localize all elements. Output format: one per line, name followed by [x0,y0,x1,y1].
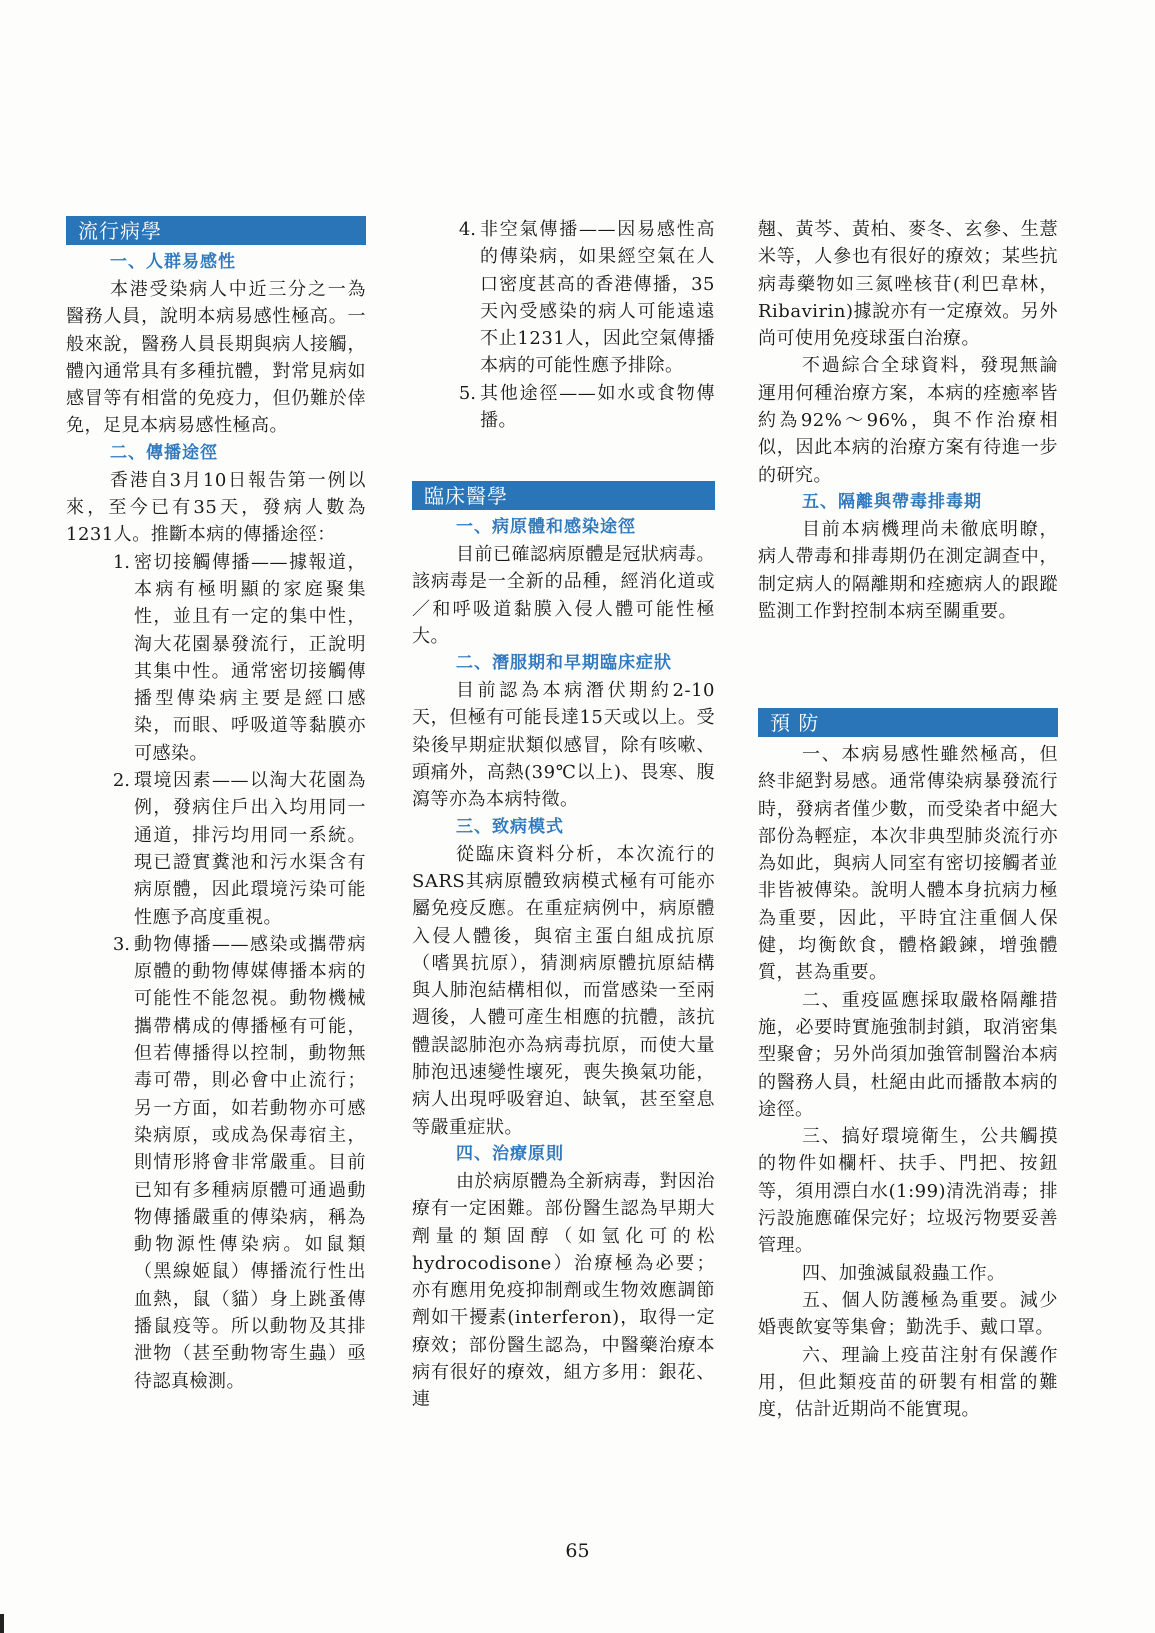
subheading-incubation: 二、潛服期和早期臨床症狀 [456,653,672,674]
scan-edge-mark [0,1614,4,1633]
list-item [452,216,715,380]
column-2-bottom [412,481,715,1414]
subheading-transmission: 二、傳播途徑 [110,442,218,463]
list-item [452,380,715,435]
list-text: 其他途徑——如水或食物傳播。 [480,382,715,432]
subheading-isolation: 五、隔離與帶毒排毒期 [802,491,982,512]
paragraph: 目前本病機理尚未徹底明瞭，病人帶毒和排毒期仍在測定調查中，制定病人的隔離期和痊癒病人的跟蹤監測工作對控制本病至關重要。 [758,518,1058,622]
paragraph: 目前認為本病潛伏期約2-10天，但極有可能長達15天或以上。受染後早期症狀類似感冒，除有咳嗽、頭痛外，高熱(39℃以上)、畏寒、腹瀉等亦為本病特徵。 [412,680,715,811]
list-number: 5. [458,382,476,404]
paragraph: 由於病原體為全新病毒，對因治療有一定困難。部份醫生認為早期大劑量的類固醇（如氫化可的松hydrocodisone）治療極為必要；亦有應用免疫抑制劑或生物效應調節劑如干擾素(interferon)，取得一定療效；部份醫生認為，中醫藥治療本病有很好的療效，組方多用：銀花、連 [412,1170,715,1411]
paragraph: 從臨床資料分析，本次流行的SARS其病原體致病模式極有可能亦屬免疫反應。在重症病例中，病原體入侵人體後，與宿主蛋白組成抗原（嗜異抗原），猜測病原體抗原結構與人肺泡結構相似，而當感染一至兩週後，人體可產生相應的抗體，該抗體誤認肺泡亦為病毒抗原，而使大量肺泡迅速變性壞死，喪失換氣功能，病人出現呼吸窘迫、缺氧，甚至窒息等嚴重症狀。 [412,843,715,1138]
list-text: 非空氣傳播——因易感性高的傳染病，如果經空氣在人口密度甚高的香港傳播，35天內受感染的病人可能遠遠不止1231人，因此空氣傳播本病的可能性應予排除。 [480,219,715,377]
paragraph: 不過綜合全球資料，發現無論運用何種治療方案，本病的痊癒率皆約為92%～96%，與不作治療相似，因此本病的治療方案有待進一步的研究。 [758,355,1058,486]
list-number: 4. [458,219,476,240]
list-number: 2. [112,770,130,792]
list-item [106,767,366,931]
section-heading-epidemiology: 流行病學 [66,216,366,245]
paragraph: 五、個人防護極為重要。減少婚喪飲宴等集會；勤洗手、戴口罩。 [758,1289,1058,1339]
column-3-top [758,216,1058,625]
list-number: 1. [112,551,130,573]
list-text: 環境因素——以淘大花園為例，發病住戶出入均用同一通道，排污均用同一系統。現已證實糞池和污水渠含有病原體，因此環境污染可能性應予高度重視。 [134,770,366,928]
list-text: 動物傳播——感染或攜帶病原體的動物傳媒傳播本病的可能性不能忽視。動物機械攜帶構成的傳播極有可能，但若傳播得以控制，動物無毒可帶，則必會中止流行；另一方面，如若動物亦可感染病原，或成為保毒宿主，則情形將會非常嚴重。目前已知有多種病原體可通過動物傳播嚴重的傳染病，稱為動物源性傳染病。如鼠類（黑線姬鼠）傳播流行性出血熱，鼠（貓）身上跳蚤傳播鼠疫等。所以動物及其排泄物（甚至動物寄生蟲）亟待認真檢測。 [134,933,366,1392]
paragraph: 本港受染病人中近三分之一為醫務人員，說明本病易感性極高。一般來說，醫務人員長期與病人接觸，體內通常具有多種抗體，對常見病如感冒等有相當的免疫力，但仍難於倖免，足見本病易感性極高。 [66,279,366,437]
paragraph: 香港自3月10日報告第一例以來，至今已有35天，發病人數為1231人。推斷本病的傳播途徑： [66,469,366,546]
column-3-bottom [758,708,1058,1423]
paragraph: 三、搞好環境衛生，公共觸摸的物件如欄杆、扶手、門把、按鈕等，須用漂白水(1:99)清洗消毒；排污設施應確保完好；垃圾污物要妥善管理。 [758,1126,1058,1257]
paragraph: 翹、黃芩、黃柏、麥冬、玄參、生薏米等，人參也有很好的療效；某些抗病毒藥物如三氮唑核苷(利巴韋林，Ribavirin)據說亦有一定療效。另外尚可使用免疫球蛋白治療。 [758,219,1058,350]
subheading-pathogenesis: 三、致病模式 [456,816,564,837]
list-item [106,931,366,1395]
paragraph: 一、本病易感性雖然極高，但終非絕對易感。通常傳染病暴發流行時，發病者僅少數，而受染者中絕大部份為輕症，本次非典型肺炎流行亦為如此，與病人同室有密切接觸者並非皆被傳染。說明人體本身抗病力極為重要，因此，平時宜注重個人保健，均衡飲食，體格鍛鍊，增強體質，甚為重要。 [758,744,1058,984]
paragraph: 六、理論上疫苗注射有保護作用，但此類疫苗的研製有相當的難度，估計近期尚不能實現。 [758,1344,1058,1421]
list-number: 3. [112,933,130,955]
paragraph: 目前已確認病原體是冠狀病毒。該病毒是一全新的品種，經消化道或／和呼吸道黏膜入侵人體可能性極大。 [412,544,715,647]
list-item [106,549,366,767]
subheading-pathogen: 一、病原體和感染途徑 [456,517,636,537]
list-text: 密切接觸傳播——據報道，本病有極明顯的家庭聚集性，並且有一定的集中性，淘大花園暴發流行，正說明其集中性。通常密切接觸傳播型傳染病主要是經口感染，而眼、呼吸道等黏膜亦可感染。 [134,551,366,764]
subheading-susceptibility: 一、人群易感性 [110,252,236,272]
page-number: 65 [565,1540,590,1562]
column-2-top [412,216,715,434]
section-heading-prevention: 預 防 [758,708,1058,737]
section-heading-clinical: 臨床醫學 [412,481,715,510]
paragraph: 二、重疫區應採取嚴格隔離措施，必要時實施強制封鎖，取消密集型聚會；另外尚須加強管制醫治本病的醫務人員，杜絕由此而播散本病的途徑。 [758,989,1058,1120]
subheading-treatment: 四、治療原則 [456,1143,564,1164]
column-1 [66,216,366,1395]
paragraph: 四、加強滅鼠殺蟲工作。 [802,1262,1006,1284]
